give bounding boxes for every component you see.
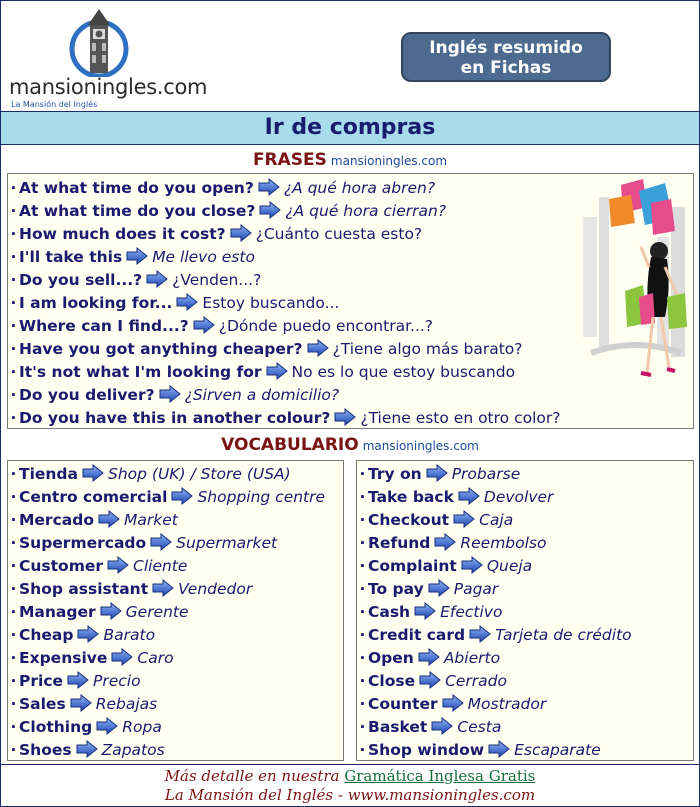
bullet-dot: · [10,741,17,759]
right-arrow-icon [150,533,172,551]
english-term: Shop assistant [19,580,149,598]
right-arrow-icon [70,694,92,712]
header [1,1,699,111]
right-arrow-icon [334,408,356,426]
right-arrow-icon [259,201,281,219]
bullet-dot: · [10,317,17,335]
list-item [357,532,547,555]
list-item [8,246,255,269]
list-item [357,463,520,486]
translation: ¿Dónde puedo encontrar...? [218,317,434,335]
right-arrow-icon [419,671,441,689]
right-arrow-icon [193,316,215,334]
vocab-heading-brand: mansioningles.com [362,439,479,453]
translation: Efectivo [440,603,503,621]
bullet-dot: · [359,672,366,690]
list-item [8,338,523,361]
vocab-heading [1,435,699,455]
list-item [8,486,325,509]
english-term: Sales [19,695,66,713]
right-arrow-icon [100,602,122,620]
bullet-dot: · [10,409,17,427]
translation: Vendedor [178,580,253,598]
list-item [8,269,261,292]
bullet-dot: · [10,202,17,220]
list-item [357,716,501,739]
right-arrow-icon [111,648,133,666]
bullet-dot: · [359,626,366,644]
english-term: Open [368,649,414,667]
english-term: How much does it cost? [19,225,226,243]
bullet-dot: · [10,672,17,690]
badge-line-2: en Fichas [460,58,552,78]
list-item [8,315,433,338]
vocab-left-box [7,460,344,761]
bullet-dot: · [10,718,17,736]
bullet-dot: · [10,626,17,644]
right-arrow-icon [96,717,118,735]
bullet-dot: · [359,649,366,667]
bullet-dot: · [359,465,366,483]
translation: Zapatos [101,741,165,759]
list-item [8,361,515,384]
bullet-dot: · [10,179,17,197]
right-arrow-icon [461,556,483,574]
english-term: It's not what I'm looking for [19,363,262,381]
right-arrow-icon [107,556,129,574]
english-term: At what time do you close? [19,202,256,220]
translation: Abierto [443,649,501,667]
translation: Escaparate [514,741,601,759]
english-term: Take back [368,488,454,506]
list-item [357,624,632,647]
english-term: Do you have this in another colour? [19,409,331,427]
bullet-dot: · [10,511,17,529]
bullet-dot: · [10,580,17,598]
page-title: Ir de compras [1,111,699,145]
grammar-link[interactable]: Gramática Inglesa Gratis [344,767,536,785]
translation: Estoy buscando... [202,294,340,312]
list-item [357,509,513,532]
bullet-dot: · [359,580,366,598]
translation: Tarjeta de crédito [495,626,632,644]
right-arrow-icon [98,510,120,528]
right-arrow-icon [488,740,510,758]
right-arrow-icon [171,487,193,505]
bullet-dot: · [10,465,17,483]
english-term: Checkout [368,511,450,529]
translation: Shop (UK) / Store (USA) [108,465,291,483]
bullet-dot: · [359,718,366,736]
list-item [357,647,500,670]
translation: Shopping centre [197,488,326,506]
badge-line-1: Inglés resumido [429,38,583,58]
right-arrow-icon [418,648,440,666]
bullet-dot: · [359,557,366,575]
footer [1,764,699,806]
phrases-heading [1,150,699,170]
english-term: Close [368,672,416,690]
right-arrow-icon [266,362,288,380]
bullet-dot: · [10,386,17,404]
list-item [8,716,162,739]
list-item [8,578,252,601]
translation: Supermarket [176,534,278,552]
english-term: Complaint [368,557,457,575]
right-arrow-icon [414,602,436,620]
bullet-dot: · [359,741,366,759]
list-item [8,223,422,246]
list-item [8,601,189,624]
right-arrow-icon [126,247,148,265]
right-arrow-icon [431,717,453,735]
english-term: Tienda [19,465,78,483]
right-arrow-icon [230,224,252,242]
english-term: Do you deliver? [19,386,155,404]
list-item [8,509,178,532]
translation: ¿A qué hora abren? [283,179,436,197]
translation: Cesta [457,718,502,736]
list-item [8,693,157,716]
translation: Probarse [451,465,521,483]
translation: Caro [137,649,174,667]
list-item [8,739,165,762]
footer-line-1 [1,767,699,786]
right-arrow-icon [76,740,98,758]
english-term: Expensive [19,649,108,667]
bullet-dot: · [10,488,17,506]
list-item [8,555,187,578]
translation: Barato [103,626,156,644]
list-item [8,624,155,647]
right-arrow-icon [426,464,448,482]
right-arrow-icon [458,487,480,505]
english-term: Credit card [368,626,466,644]
list-item [357,486,553,509]
english-term: Shoes [19,741,72,759]
english-term: Shop window [368,741,485,759]
translation: Caja [479,511,514,529]
english-term: To pay [368,580,424,598]
right-arrow-icon [146,270,168,288]
vocab-right-box [356,460,694,761]
footer-line-2: La Mansión del Inglés - www.mansioningles.com [164,786,536,804]
shopping-woman-illustration [581,177,689,389]
english-term: Customer [19,557,104,575]
phrases-heading-word: FRASES [252,150,327,170]
english-term: Cash [368,603,411,621]
bullet-dot: · [10,340,17,358]
english-term: Supermercado [19,534,147,552]
list-item [8,292,339,315]
english-term: Counter [368,695,438,713]
translation: Me llevo esto [152,248,255,266]
translation: ¿Tiene esto en otro color? [360,409,561,427]
list-item [8,670,141,693]
right-arrow-icon [307,339,329,357]
english-term: Manager [19,603,96,621]
list-item [8,177,435,200]
translation: Reembolso [460,534,547,552]
translation: Ropa [122,718,162,736]
list-item [357,601,502,624]
translation: Cliente [133,557,188,575]
right-arrow-icon [469,625,491,643]
bullet-dot: · [10,557,17,575]
translation: Pagar [453,580,499,598]
right-arrow-icon [453,510,475,528]
right-arrow-icon [428,579,450,597]
translation: Cerrado [445,672,508,690]
right-arrow-icon [82,464,104,482]
bullet-dot: · [10,248,17,266]
list-item [8,407,560,430]
footer-line-1-prefix: Más detalle en nuestra [164,767,340,785]
translation: ¿Sirven a domicilio? [184,386,340,404]
right-arrow-icon [159,385,181,403]
right-arrow-icon [67,671,89,689]
english-term: I am looking for... [19,294,173,312]
right-arrow-icon [77,625,99,643]
translation: ¿A qué hora cierran? [285,202,447,220]
bullet-dot: · [359,695,366,713]
english-term: Mercado [19,511,94,529]
list-item [357,578,498,601]
list-item [357,693,546,716]
right-arrow-icon [442,694,464,712]
tower-logo-icon [68,7,130,77]
bullet-dot: · [10,649,17,667]
list-item [357,739,601,762]
right-arrow-icon [152,579,174,597]
translation: Mostrador [467,695,547,713]
list-item [8,463,291,486]
english-term: Clothing [19,718,93,736]
bullet-dot: · [10,271,17,289]
bullet-dot: · [10,534,17,552]
english-term: Refund [368,534,431,552]
translation: Gerente [125,603,189,621]
list-item [357,555,532,578]
list-item [8,200,446,223]
translation: Market [123,511,178,529]
list-item [8,647,174,670]
translation: ¿Cuánto cuesta esto? [255,225,423,243]
vocab-heading-word: VOCABULARIO [221,435,359,455]
english-term: Do you sell...? [19,271,143,289]
series-badge[interactable] [401,32,611,82]
bullet-dot: · [359,511,366,529]
right-arrow-icon [434,533,456,551]
translation: No es lo que estoy buscando [291,363,516,381]
bullet-dot: · [359,603,366,621]
right-arrow-icon [176,293,198,311]
logo-text[interactable]: mansioningles.com [9,75,208,99]
translation: Rebajas [95,695,158,713]
logo-subtitle: La Mansión del Inglés [11,100,98,109]
translation: Precio [93,672,141,690]
english-term: Price [19,672,64,690]
phrases-heading-brand: mansioningles.com [330,154,448,168]
english-term: Centro comercial [19,488,168,506]
translation: Devolver [483,488,554,506]
translation: Queja [486,557,533,575]
english-term: I'll take this [19,248,123,266]
english-term: At what time do you open? [19,179,254,197]
list-item [8,384,339,407]
english-term: Basket [368,718,428,736]
right-arrow-icon [258,178,280,196]
english-term: Try on [368,465,422,483]
english-term: Cheap [19,626,74,644]
bullet-dot: · [10,363,17,381]
bullet-dot: · [359,488,366,506]
english-term: Where can I find...? [19,317,189,335]
bullet-dot: · [10,695,17,713]
list-item [357,670,507,693]
translation: ¿Venden...? [172,271,262,289]
english-term: Have you got anything cheaper? [19,340,303,358]
translation: ¿Tiene algo más barato? [332,340,523,358]
list-item [8,532,277,555]
bullet-dot: · [10,225,17,243]
bullet-dot: · [10,603,17,621]
bullet-dot: · [359,534,366,552]
bullet-dot: · [10,294,17,312]
